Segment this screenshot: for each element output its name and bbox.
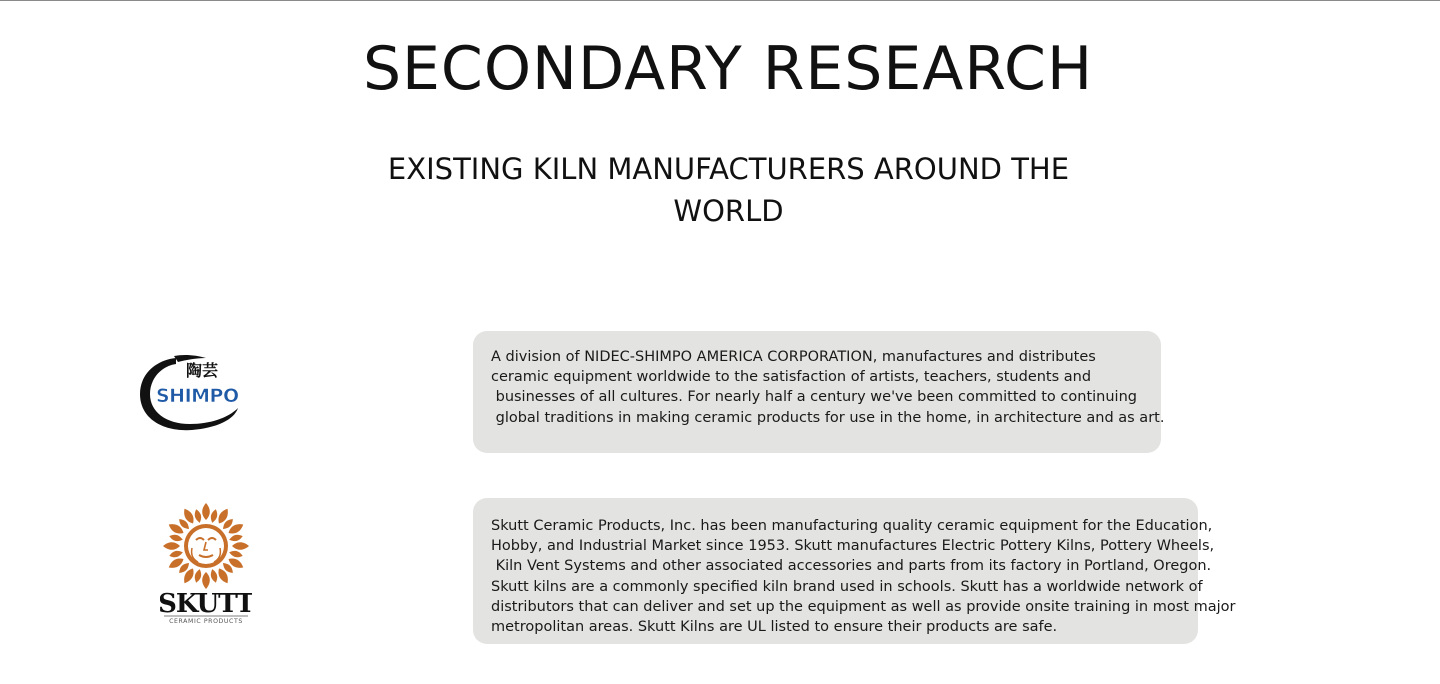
subtitle-line: WORLD (673, 194, 784, 228)
shimpo-logo (136, 352, 254, 434)
description-line: Skutt kilns are a commonly specified kiln brand used in schools. Skutt has a worldwide network of (491, 578, 1203, 595)
skutt-wordmark: SKUTT (160, 589, 252, 619)
description-line: ceramic equipment worldwide to the satisfaction of artists, teachers, students and (491, 369, 1092, 386)
description-line: Hobby, and Industrial Market since 1953. Skutt manufactures Electric Pottery Kilns, Pottery Wheels, (491, 538, 1215, 555)
description-line: metropolitan areas. Skutt Kilns are UL listed to ensure their products are safe. (491, 619, 1058, 636)
shimpo-logo-icon (136, 352, 254, 434)
shimpo-kanji: 陶芸 (186, 361, 219, 380)
skutt-subtext: CERAMIC PRODUCTS (169, 618, 243, 625)
description-line: businesses of all cultures. For nearly half a century we've been committed to continuing (491, 389, 1137, 406)
page-title: SECONDARY RESEARCH (362, 34, 1094, 104)
subtitle-line: EXISTING KILN MANUFACTURERS AROUND THE (387, 152, 1070, 186)
description-line: Skutt Ceramic Products, Inc. has been manufacturing quality ceramic equipment for the Education, (491, 518, 1213, 534)
description-line: global traditions in making ceramic products for use in the home, in architecture and as art. (491, 409, 1165, 426)
description-line: A division of NIDEC-SHIMPO AMERICA CORPORATION, manufactures and distributes (491, 349, 1096, 365)
shimpo-description-card (473, 331, 1165, 453)
description-line: Kiln Vent Systems and other associated accessories and parts from its factory in Portland, Oregon. (491, 558, 1212, 575)
skutt-sun-logo-icon (160, 500, 252, 628)
page-subtitle (380, 148, 1077, 232)
shimpo-wordmark: SHIMPO (156, 385, 239, 407)
description-line: distributors that can deliver and set up the equipment as well as provide onsite training in most major (491, 598, 1236, 615)
skutt-description-card (473, 498, 1236, 644)
skutt-logo (160, 500, 252, 628)
top-divider (0, 0, 1440, 1)
